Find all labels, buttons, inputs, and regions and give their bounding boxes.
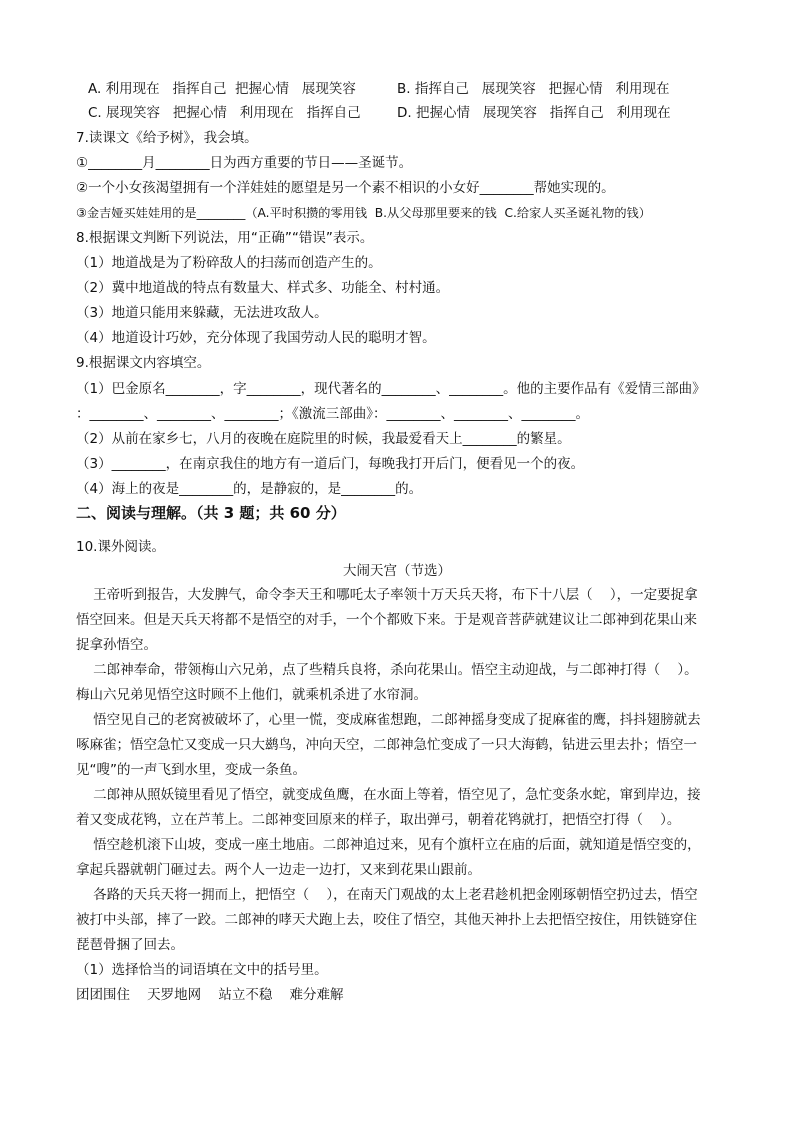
q7-item-3: ③金吉娅买娃娃用的是________（A.平时积攒的零用钱 B.从父母那里要来的钱 C.给家人买圣诞礼物的钱） (76, 206, 651, 220)
q6-option-c: C. 展现笑容 把握心情 利用现在 指挥自己 (88, 105, 361, 121)
q6-option-d: D. 把握心情 展现笑容 指挥自己 利用现在 (397, 105, 671, 121)
q9-item-1a: （1）巴金原名________，字________，现代著名的________、________。他的主要作品有《爱情三部曲》 (76, 381, 706, 397)
q6-option-a: A. 利用现在 指挥自己 把握心情 展现笑容 (88, 81, 356, 97)
passage-line: 着又变成花鸨，立在芦苇上。二郎神变回原来的样子，取出弹弓，朝着花鸨就打，把悟空打得（ ）。 (76, 812, 681, 828)
q9-item-2: （2）从前在家乡七，八月的夜晚在庭院里的时候，我最爱看天上________的繁星。 (76, 431, 571, 447)
q9-item-4: （4）海上的夜是________的，是静寂的，是________的。 (76, 481, 423, 497)
q8-statement-2: （2）冀中地道战的特点有数量大、样式多、功能全、村村通。 (76, 280, 450, 296)
passage-line: 二郎神从照妖镜里看见了悟空，就变成鱼鹰，在水面上等着，悟空见了，急忙变条水蛇，窜到岸边，接 (76, 787, 701, 803)
section-heading: 二、阅读与理解。（共 3 题；共 60 分） (76, 504, 346, 522)
q9-item-1b: ：________、________、________；《激流三部曲》：________、________、________。 (76, 406, 589, 422)
passage-line: 悟空见自己的老窝被破坏了，心里一慌，变成麻雀想跑，二郎神摇身变成了捉麻雀的鹰，抖抖翅膀就去 (76, 712, 701, 728)
passage-line: 见“嗖”的一声飞到水里，变成一条鱼。 (76, 762, 306, 778)
passage-line: 梅山六兄弟见悟空这时顾不上他们，就乘机杀进了水帘洞。 (76, 687, 427, 703)
passage-line: 悟空回来。但是天兵天将都不是悟空的对手，一个个都败下来。于是观音菩萨就建议让二郎神到花果山来 (76, 612, 697, 628)
passage-line: 各路的天兵天将一拥而上，把悟空（ ），在南天门观战的太上老君趁机把金刚琢朝悟空扔过去，悟空 (76, 887, 698, 903)
q7-title: 7.读课文《给予树》，我会填。 (76, 130, 258, 146)
q7-item-2: ②一个小女孩渴望拥有一个洋娃娃的愿望是另一个素不相识的小女好________帮她实现的。 (76, 180, 615, 196)
passage-line: 捉拿孙悟空。 (76, 637, 157, 653)
q9-title: 9.根据课文内容填空。 (76, 355, 211, 371)
passage-line: 啄麻雀；悟空急忙又变成一只大鹚鸟，冲向天空，二郎神急忙变成了一只大海鹤，钻进云里去扑；悟空一 (76, 737, 697, 753)
passage-line: 悟空趁机滚下山坡，变成一座土地庙。二郎神追过来，见有个旗杆立在庙的后面，就知道是悟空变的， (76, 837, 701, 853)
passage-line: 拿起兵器就朝门砸过去。两个人一边走一边打，又来到花果山跟前。 (76, 862, 481, 878)
q6-option-b: B. 指挥自己 展现笑容 把握心情 利用现在 (397, 81, 670, 97)
q10-subquestion-1: （1）选择恰当的词语填在文中的括号里。 (76, 962, 328, 978)
passage-line: 王帝听到报告，大发脾气，命令李天王和哪吒太子率领十万天兵天将，布下十八层（ ），一定要捉拿 (76, 587, 698, 603)
q9-item-3: （3）________，在南京我住的地方有一道后门，每晚我打开后门，便看见一个的夜。 (76, 456, 585, 472)
q8-statement-4: （4）地道设计巧妙，充分体现了我国劳动人民的聪明才智。 (76, 330, 436, 346)
q8-statement-1: （1）地道战是为了粉碎敌人的扫荡而创造产生的。 (76, 255, 382, 271)
passage-line: 被打中头部，摔了一跤。二郎神的哮天犬跑上去，咬住了悟空，其他天神扑上去把悟空按住，用铁链穿住 (76, 912, 697, 928)
q10-title: 10.课外阅读。 (76, 539, 165, 555)
q8-title: 8.根据课文判断下列说法，用“正确”“错误”表示。 (76, 230, 374, 246)
q7-item-1: ①________月________日为西方重要的节日——圣诞节。 (76, 155, 413, 171)
passage-line: 琵琶骨捆了回去。 (76, 937, 184, 953)
word-choices: 团团围住 天罗地网 站立不稳 难分难解 (76, 987, 344, 1003)
passage-line: 二郎神奉命，带领梅山六兄弟，点了些精兵良将，杀向花果山。悟空主动迎战，与二郎神打得（ ）。 (76, 662, 698, 678)
passage-title: 大闹天宫（节选） (343, 563, 451, 579)
q8-statement-3: （3）地道只能用来躲藏，无法进攻敌人。 (76, 305, 328, 321)
